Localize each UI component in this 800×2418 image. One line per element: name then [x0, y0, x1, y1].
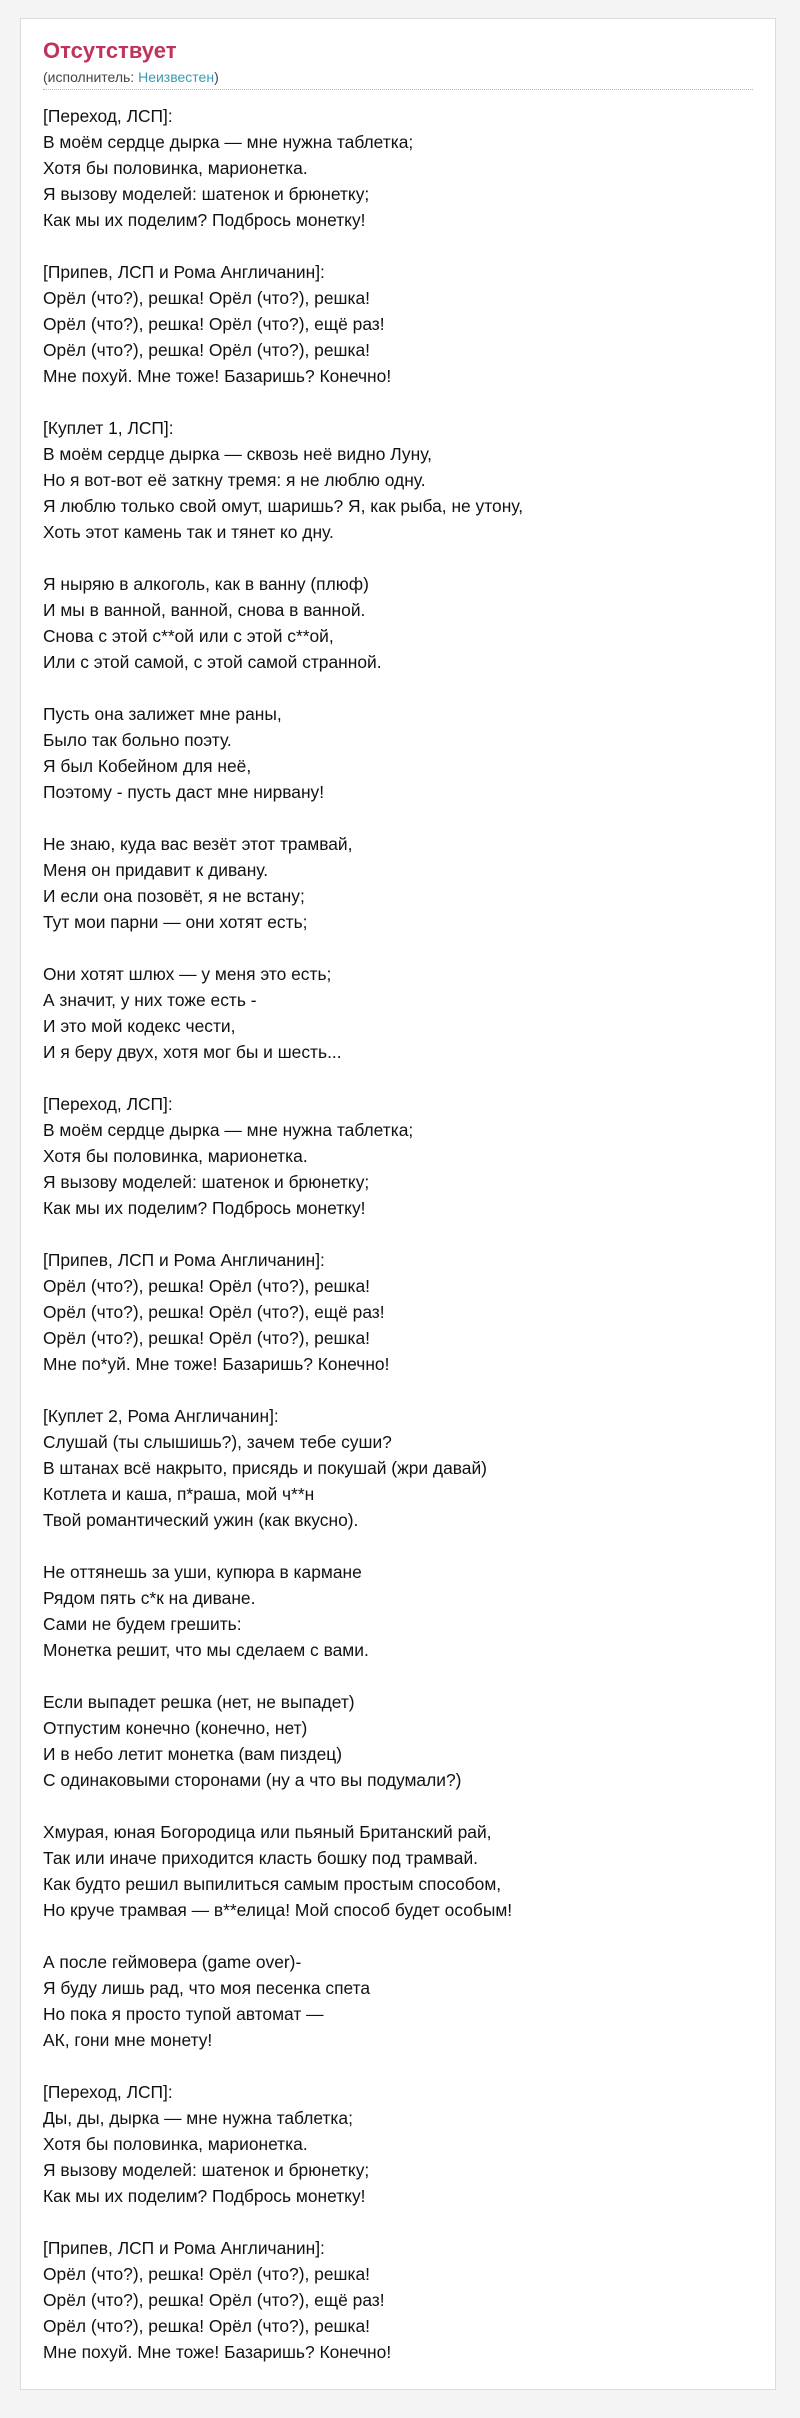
lyrics-body: [43, 103, 753, 2391]
lyrics-line: Рядом пять с*к на диване.: [43, 1588, 256, 1608]
song-title: Отсутствует: [43, 38, 177, 63]
lyrics-line: Пусть она залижет мне раны,: [43, 704, 282, 724]
lyrics-line: Слушай (ты слышишь?), зачем тебе суши?: [43, 1432, 392, 1452]
lyrics-line: Они хотят шлюх — у меня это есть;: [43, 964, 332, 984]
lyrics-line: [Куплет 1, ЛСП]:: [43, 418, 174, 438]
lyrics-line: Орёл (что?), решка! Орёл (что?), решка!: [43, 2316, 370, 2336]
lyrics-line: И я беру двух, хотя мог бы и шесть...: [43, 1042, 342, 1062]
lyrics-line: И если она позовёт, я не встану;: [43, 886, 305, 906]
lyrics-line: Или с этой самой, с этой самой странной.: [43, 652, 382, 672]
lyrics-stanza: [43, 831, 753, 935]
lyrics-line: Снова с этой с**ой или с этой с**ой,: [43, 626, 334, 646]
lyrics-line: Поэтому - пусть даст мне нирвану!: [43, 782, 325, 802]
header-divider: [43, 89, 753, 90]
lyrics-line: Котлета и каша, п*раша, мой ч**н: [43, 1484, 315, 1504]
lyrics-line: Я вызову моделей: шатенок и брюнетку;: [43, 1172, 370, 1192]
lyrics-line: Но я вот-вот её заткну тремя: я не люблю одну.: [43, 470, 426, 490]
lyrics-stanza: [43, 1689, 753, 1793]
lyrics-line: Твой романтический ужин (как вкусно).: [43, 1510, 359, 1530]
lyrics-line: Я люблю только свой омут, шаришь? Я, как рыба, не утону,: [43, 496, 524, 516]
lyrics-line: Орёл (что?), решка! Орёл (что?), ещё раз!: [43, 314, 385, 334]
lyrics-line: Орёл (что?), решка! Орёл (что?), ещё раз!: [43, 1302, 385, 1322]
lyrics-line: А значит, у них тоже есть -: [43, 990, 257, 1010]
lyrics-line: Не знаю, куда вас везёт этот трамвай,: [43, 834, 353, 854]
lyrics-line: Но пока я просто тупой автомат —: [43, 2004, 324, 2024]
lyrics-stanza: [43, 259, 753, 389]
lyrics-stanza: [43, 2079, 753, 2209]
lyrics-line: АК, гони мне монету!: [43, 2030, 213, 2050]
lyrics-line: Хотя бы половинка, марионетка.: [43, 158, 308, 178]
performer-suffix: ): [214, 69, 219, 85]
lyrics-stanza: [43, 961, 753, 1065]
lyrics-stanza: [43, 1091, 753, 1221]
lyrics-line: Орёл (что?), решка! Орёл (что?), решка!: [43, 1328, 370, 1348]
lyrics-line: И мы в ванной, ванной, снова в ванной.: [43, 600, 366, 620]
lyrics-line: Орёл (что?), решка! Орёл (что?), решка!: [43, 1276, 370, 1296]
lyrics-line: С одинаковыми сторонами (ну а что вы подумали?): [43, 1770, 462, 1790]
lyrics-stanza: [43, 415, 753, 545]
lyrics-stanza: [43, 1559, 753, 1663]
lyrics-line: Тут мои парни — они хотят есть;: [43, 912, 308, 932]
lyrics-line: Хотя бы половинка, марионетка.: [43, 2134, 308, 2154]
lyrics-line: Монетка решит, что мы сделаем с вами.: [43, 1640, 369, 1660]
lyrics-stanza: [43, 1247, 753, 1377]
lyrics-line: Мне похуй. Мне тоже! Базаришь? Конечно!: [43, 2342, 392, 2362]
lyrics-line: [Переход, ЛСП]:: [43, 106, 173, 126]
lyrics-line: Как мы их поделим? Подбрось монетку!: [43, 1198, 366, 1218]
lyrics-line: Орёл (что?), решка! Орёл (что?), решка!: [43, 340, 370, 360]
lyrics-line: И это мой кодекс чести,: [43, 1016, 236, 1036]
lyrics-line: Не оттянешь за уши, купюра в кармане: [43, 1562, 362, 1582]
lyrics-line: [Припев, ЛСП и Рома Англичанин]:: [43, 262, 325, 282]
lyrics-line: Я вызову моделей: шатенок и брюнетку;: [43, 184, 370, 204]
lyrics-line: Сами не будем грешить:: [43, 1614, 242, 1634]
lyrics-line: В моём сердце дырка — сквозь неё видно Луну,: [43, 444, 432, 464]
performer-line: [43, 67, 753, 87]
lyrics-line: Как мы их поделим? Подбрось монетку!: [43, 2186, 366, 2206]
lyrics-line: В штанах всё накрыто, присядь и покушай (жри давай): [43, 1458, 487, 1478]
lyrics-line: Мне похуй. Мне тоже! Базаришь? Конечно!: [43, 366, 392, 386]
lyrics-line: И в небо летит монетка (вам пиздец): [43, 1744, 343, 1764]
lyrics-line: [Припев, ЛСП и Рома Англичанин]:: [43, 2238, 325, 2258]
lyrics-line: Я ныряю в алкоголь, как в ванну (плюф): [43, 574, 369, 594]
lyrics-line: Хмурая, юная Богородица или пьяный Британский рай,: [43, 1822, 492, 1842]
lyrics-line: Орёл (что?), решка! Орёл (что?), решка!: [43, 288, 370, 308]
lyrics-stanza: [43, 1819, 753, 1923]
lyrics-line: Орёл (что?), решка! Орёл (что?), решка!: [43, 2264, 370, 2284]
performer-prefix: (исполнитель:: [43, 69, 139, 85]
lyrics-line: Меня он придавит к дивану.: [43, 860, 269, 880]
lyrics-line: Как мы их поделим? Подбрось монетку!: [43, 210, 366, 230]
lyrics-line: [Переход, ЛСП]:: [43, 2082, 173, 2102]
lyrics-stanza: [43, 571, 753, 675]
lyrics-line: Мне по*уй. Мне тоже! Базаришь? Конечно!: [43, 1354, 390, 1374]
lyrics-line: Но круче трамвая — в**елица! Мой способ будет особым!: [43, 1900, 513, 1920]
lyrics-line: [Переход, ЛСП]:: [43, 1094, 173, 1114]
lyrics-line: Я вызову моделей: шатенок и брюнетку;: [43, 2160, 370, 2180]
lyrics-stanza: [43, 103, 753, 233]
lyrics-line: [Припев, ЛСП и Рома Англичанин]:: [43, 1250, 325, 1270]
performer-link[interactable]: Неизвестен: [138, 69, 215, 85]
lyrics-line: Отпустим конечно (конечно, нет): [43, 1718, 308, 1738]
lyrics-line: А после геймовера (game over)-: [43, 1952, 302, 1972]
lyrics-line: Ды, ды, дырка — мне нужна таблетка;: [43, 2108, 353, 2128]
lyrics-stanza: [43, 2235, 753, 2365]
lyrics-line: В моём сердце дырка — мне нужна таблетка;: [43, 1120, 414, 1140]
lyrics-line: Хотя бы половинка, марионетка.: [43, 1146, 308, 1166]
lyrics-line: Я буду лишь рад, что моя песенка спета: [43, 1978, 371, 1998]
lyrics-stanza: [43, 1949, 753, 2053]
lyrics-line: Хоть этот камень так и тянет ко дну.: [43, 522, 334, 542]
lyrics-line: Орёл (что?), решка! Орёл (что?), ещё раз!: [43, 2290, 385, 2310]
lyrics-stanza: [43, 701, 753, 805]
lyrics-card: [20, 18, 776, 2390]
lyrics-stanza: [43, 1403, 753, 1533]
lyrics-line: Как будто решил выпилиться самым простым способом,: [43, 1874, 502, 1894]
song-header: [43, 37, 753, 87]
lyrics-line: Было так больно поэту.: [43, 730, 232, 750]
lyrics-line: В моём сердце дырка — мне нужна таблетка;: [43, 132, 414, 152]
lyrics-line: Так или иначе приходится класть бошку под трамвай.: [43, 1848, 479, 1868]
lyrics-line: Если выпадет решка (нет, не выпадет): [43, 1692, 355, 1712]
lyrics-line: [Куплет 2, Рома Англичанин]:: [43, 1406, 279, 1426]
lyrics-line: Я был Кобейном для неё,: [43, 756, 252, 776]
